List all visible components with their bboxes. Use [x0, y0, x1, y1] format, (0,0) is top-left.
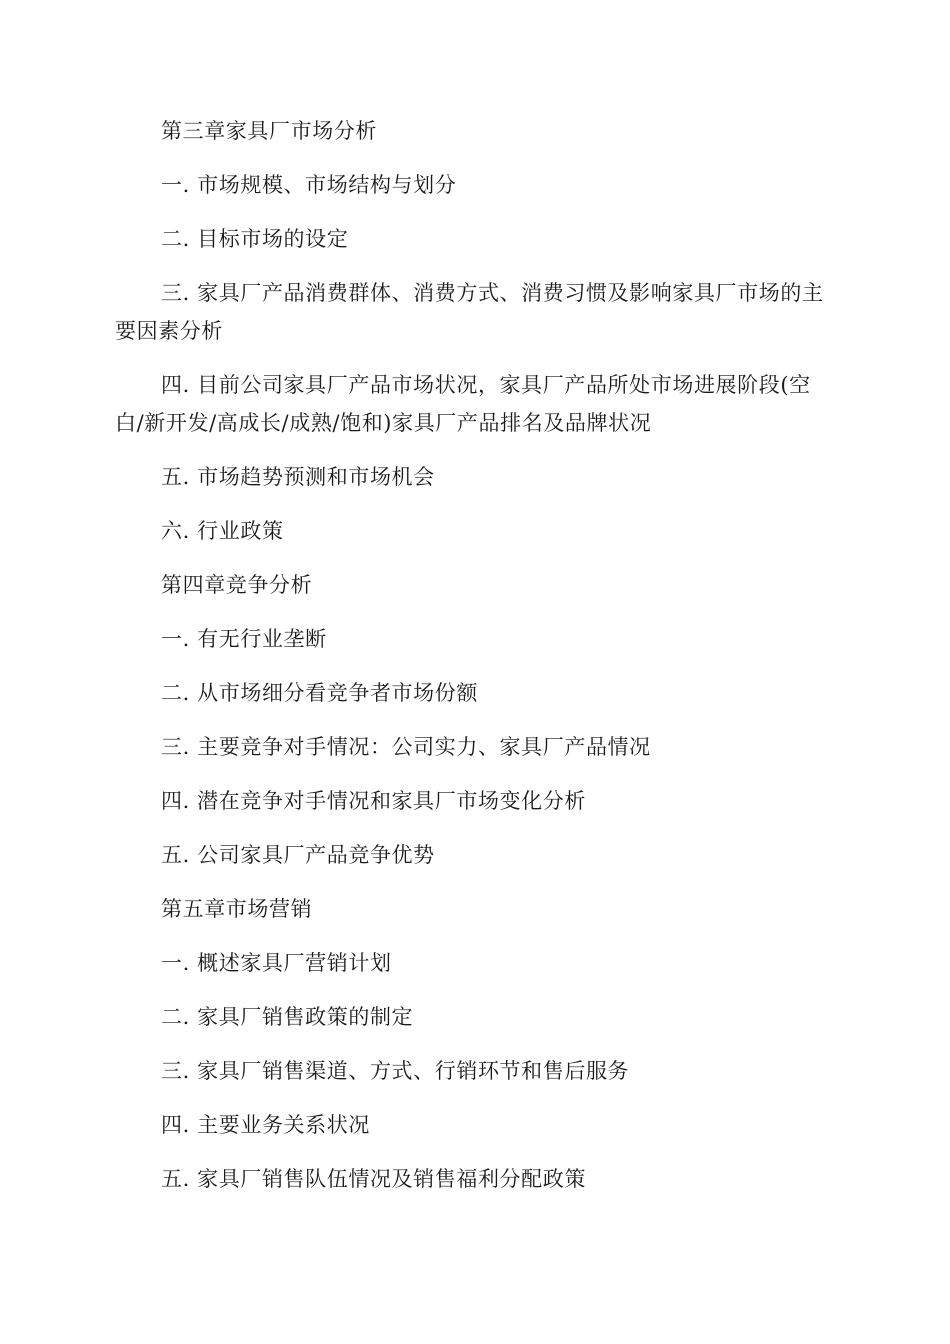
section-item: 二. 家具厂销售政策的制定: [161, 1005, 414, 1029]
section-item: 三. 家具厂产品消费群体、消费方式、消费习惯及影响家具厂市场的主要因素分析: [115, 281, 824, 343]
section-item: 三. 家具厂销售渠道、方式、行销环节和售后服务: [161, 1059, 630, 1083]
section-item: 五. 市场趋势预测和市场机会: [161, 465, 435, 489]
section-item: 五. 公司家具厂产品竞争优势: [161, 843, 435, 867]
section-item: 四. 潜在竞争对手情况和家具厂市场变化分析: [161, 789, 586, 813]
section-item: 一. 市场规模、市场结构与划分: [161, 173, 457, 197]
section-item: 五. 家具厂销售队伍情况及销售福利分配政策: [161, 1167, 586, 1191]
section-item: 三. 主要竞争对手情况：公司实力、家具厂产品情况: [161, 735, 651, 759]
section-item: 二. 从市场细分看竞争者市场份额: [161, 681, 478, 705]
chapter-4-heading: 第四章竞争分析: [161, 573, 313, 597]
section-item: 二. 目标市场的设定: [161, 227, 349, 251]
chapter-3-heading: 第三章家具厂市场分析: [161, 119, 377, 143]
section-item: 一. 概述家具厂营销计划: [161, 951, 392, 975]
section-item: 一. 有无行业垄断: [161, 627, 327, 651]
section-item: 四. 目前公司家具厂产品市场状况，家具厂产品所处市场进展阶段(空白/新开发/高成长/成熟/饱和)家具厂产品排名及品牌状况: [115, 373, 811, 435]
section-item: 六. 行业政策: [161, 519, 284, 543]
section-item: 四. 主要业务关系状况: [161, 1113, 370, 1137]
chapter-5-heading: 第五章市场营销: [161, 897, 313, 921]
